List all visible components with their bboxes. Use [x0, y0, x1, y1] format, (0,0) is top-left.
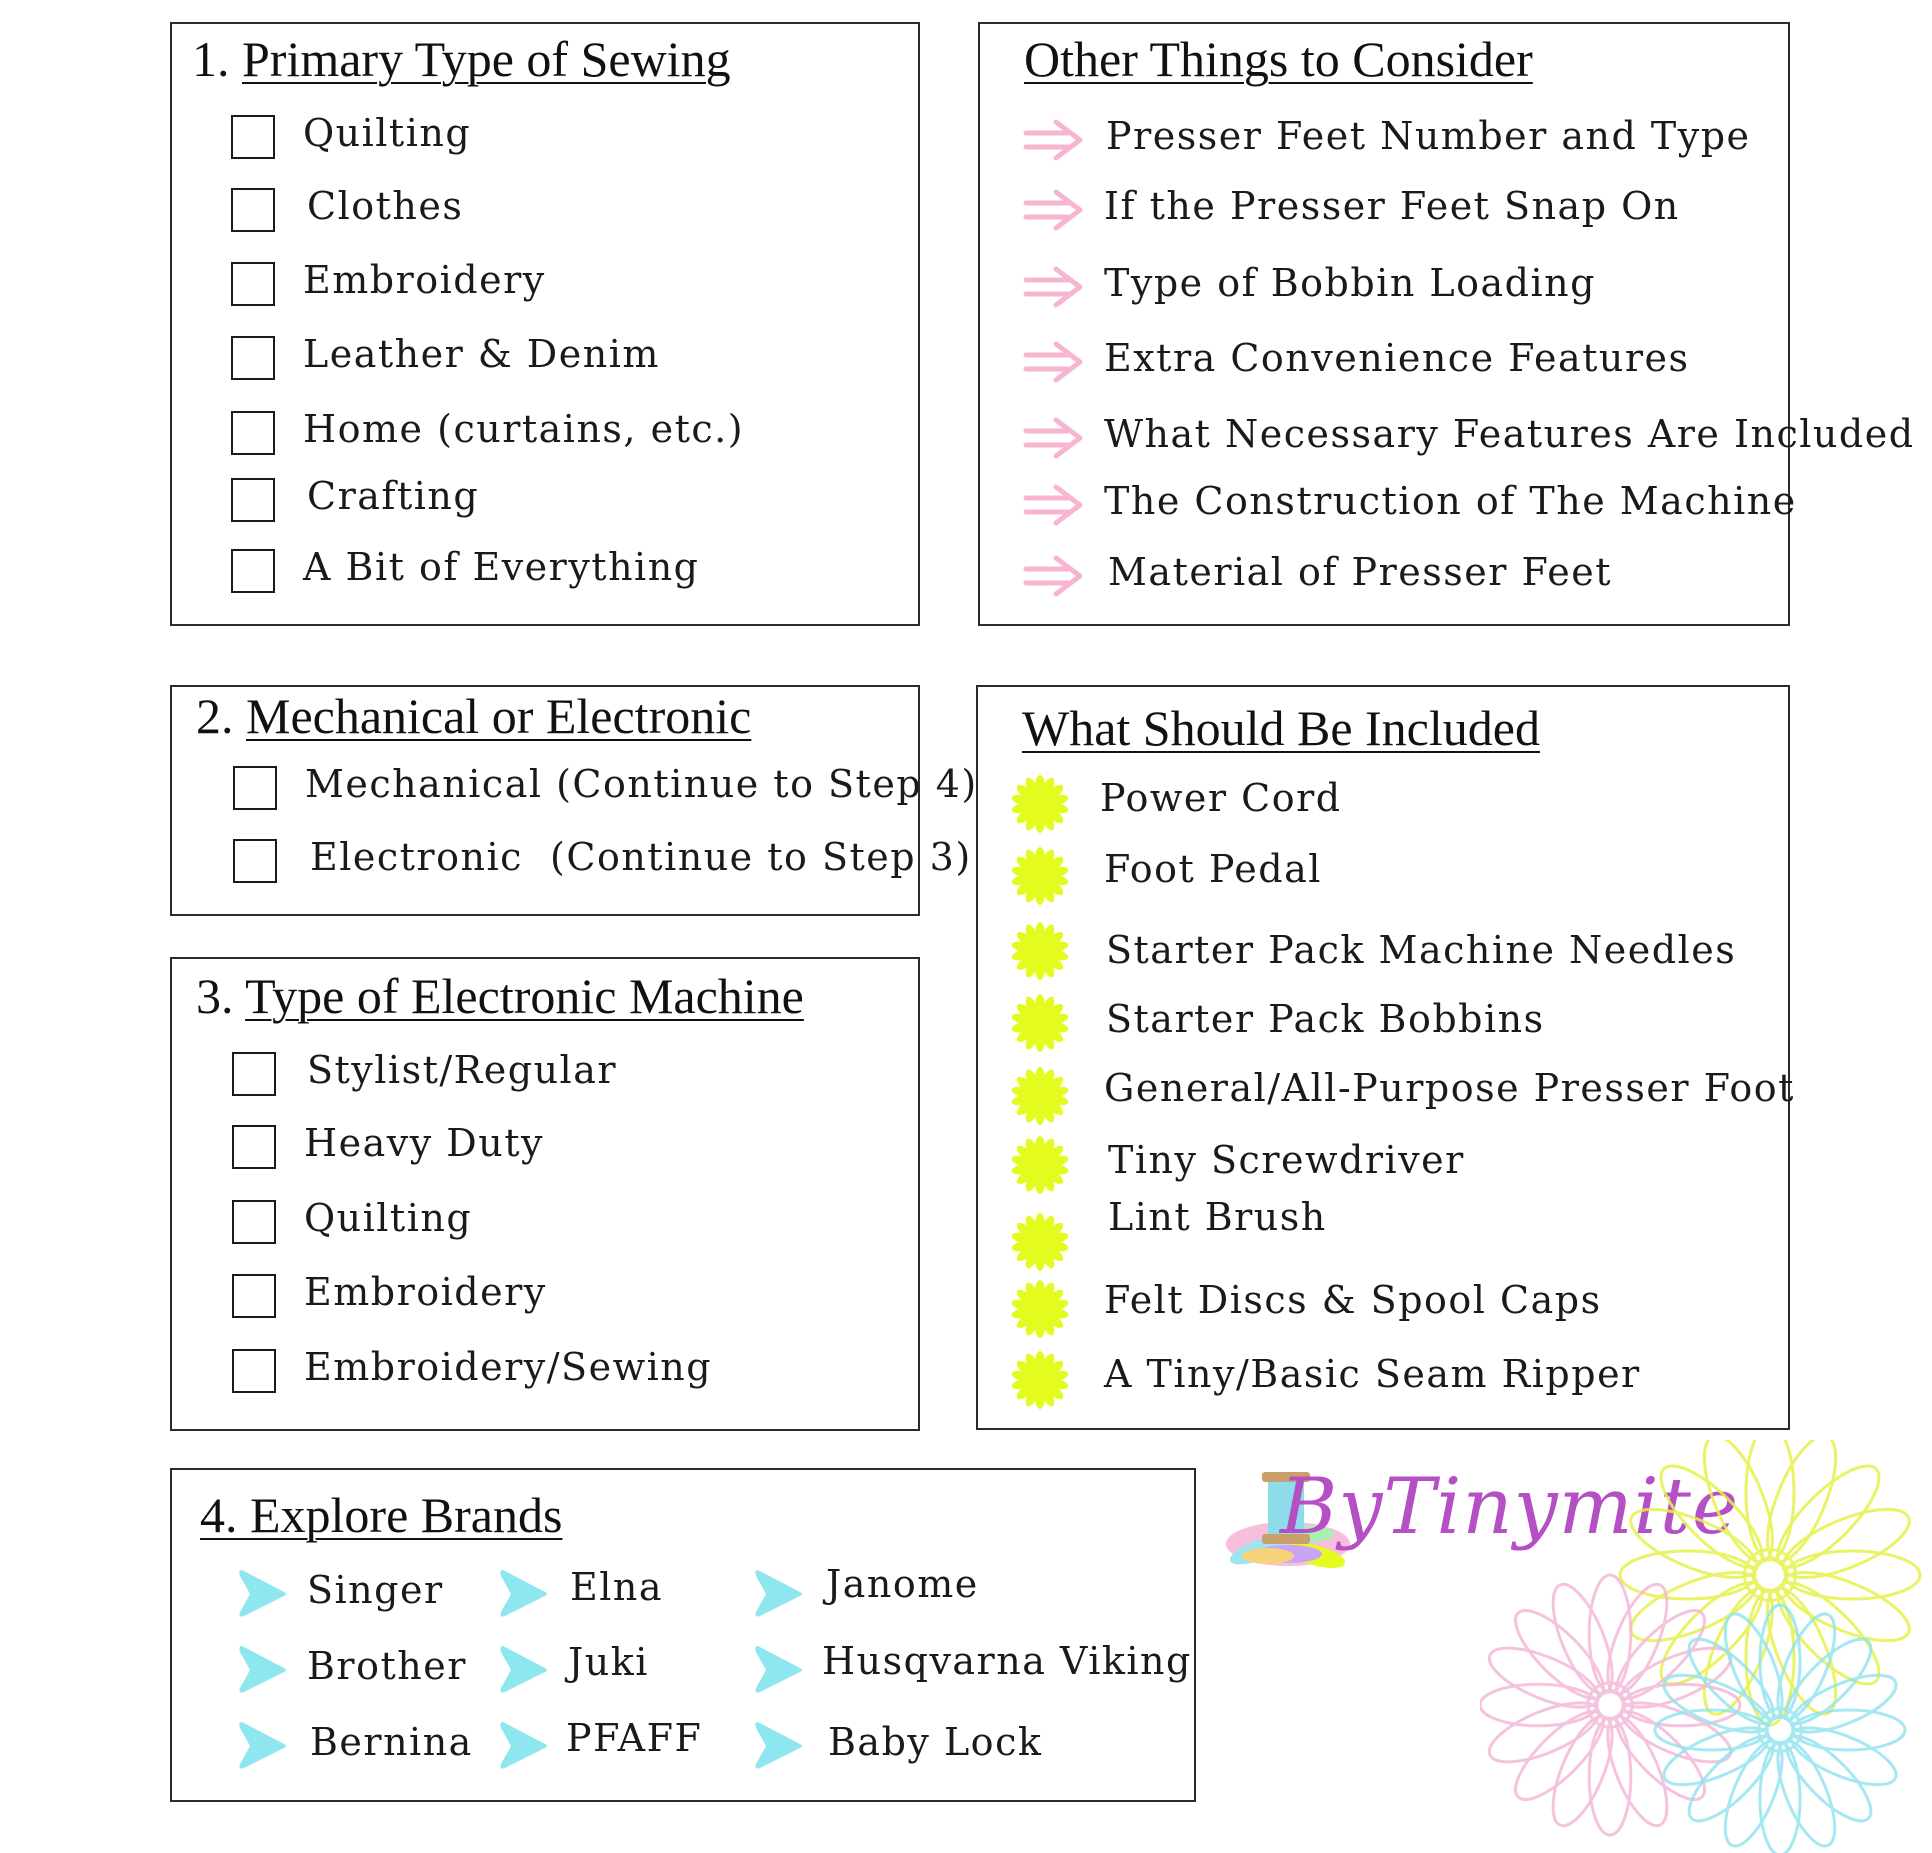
- consider-item-label: Material of Presser Feet: [1108, 550, 1613, 594]
- consider-item-label: Presser Feet Number and Type: [1106, 114, 1751, 158]
- electronic-checkbox[interactable]: [232, 1274, 276, 1318]
- mechanical-checkbox[interactable]: [233, 766, 277, 810]
- included-item-label: A Tiny/Basic Seam Ripper: [1104, 1352, 1641, 1396]
- pink-arrow-icon: [1022, 188, 1084, 232]
- consider-item-label: If the Presser Feet Snap On: [1104, 184, 1680, 228]
- primary-checkbox[interactable]: [231, 549, 275, 593]
- primary-sewing-number: 1.: [192, 31, 230, 87]
- daisy-icon: [1010, 1212, 1070, 1272]
- play-triangle-icon: [497, 1718, 549, 1774]
- included-item-label: General/All-Purpose Presser Foot: [1104, 1066, 1795, 1110]
- primary-checkbox[interactable]: [231, 115, 275, 159]
- brands-heading: 4. Explore Brands: [200, 1487, 563, 1543]
- primary-item-label: Quilting: [303, 111, 472, 155]
- play-triangle-icon: [752, 1718, 804, 1774]
- included-item-label: Tiny Screwdriver: [1108, 1138, 1465, 1182]
- primary-checkbox[interactable]: [231, 336, 275, 380]
- primary-checkbox[interactable]: [231, 188, 275, 232]
- included-item-label: Lint Brush: [1108, 1195, 1327, 1239]
- included-heading: What Should Be Included: [1022, 700, 1540, 756]
- play-triangle-icon: [752, 1566, 804, 1622]
- electronic-item-label: Quilting: [304, 1196, 473, 1240]
- electronic-checkbox[interactable]: [232, 1349, 276, 1393]
- pink-arrow-icon: [1022, 118, 1084, 162]
- primary-item-label: Home (curtains, etc.): [303, 407, 745, 451]
- electronic-title: [196, 967, 804, 1025]
- mechanical-item-label: Mechanical (Continue to Step 4): [305, 762, 978, 806]
- electronic-item-label: Heavy Duty: [304, 1121, 544, 1165]
- daisy-icon: [1010, 993, 1070, 1053]
- primary-item-label: Crafting: [307, 474, 480, 518]
- consider-item-label: The Construction of The Machine: [1104, 479, 1797, 523]
- electronic-checkbox[interactable]: [232, 1200, 276, 1244]
- pink-arrow-icon: [1022, 554, 1084, 598]
- brand-label[interactable]: Brother: [307, 1644, 467, 1688]
- play-triangle-icon: [752, 1642, 804, 1698]
- play-triangle-icon: [236, 1566, 288, 1622]
- brand-label[interactable]: Bernina: [310, 1720, 473, 1764]
- included-item-label: Starter Pack Machine Needles: [1106, 928, 1737, 972]
- brand-label[interactable]: Baby Lock: [828, 1720, 1043, 1764]
- brand-label[interactable]: Juki: [568, 1640, 649, 1684]
- consider-item-label: Type of Bobbin Loading: [1104, 261, 1596, 305]
- primary-item-label: A Bit of Everything: [303, 545, 700, 589]
- primary-checkbox[interactable]: [231, 262, 275, 306]
- pink-arrow-icon: [1022, 483, 1084, 527]
- included-item-label: Felt Discs & Spool Caps: [1104, 1278, 1602, 1322]
- play-triangle-icon: [497, 1566, 549, 1622]
- included-item-label: Foot Pedal: [1104, 847, 1322, 891]
- primary-checkbox[interactable]: [231, 478, 275, 522]
- electronic-heading: Type of Electronic Machine: [245, 968, 804, 1024]
- included-item-label: Starter Pack Bobbins: [1106, 997, 1545, 1041]
- consider-item-label: Extra Convenience Features: [1104, 336, 1690, 380]
- mechanical-number: 2.: [196, 688, 234, 744]
- electronic-checkbox[interactable]: [232, 1052, 276, 1096]
- pink-arrow-icon: [1022, 265, 1084, 309]
- play-triangle-icon: [236, 1642, 288, 1698]
- electronic-item-label: Stylist/Regular: [307, 1048, 618, 1092]
- brand-label[interactable]: Elna: [570, 1565, 664, 1609]
- primary-item-label: Leather & Denim: [303, 332, 660, 376]
- daisy-icon: [1010, 921, 1070, 981]
- pink-arrow-icon: [1022, 416, 1084, 460]
- mechanical-item-label: Electronic (Continue to Step 3): [310, 835, 972, 879]
- brand-label[interactable]: Husqvarna Viking: [822, 1639, 1192, 1683]
- pink-arrow-icon: [1022, 340, 1084, 384]
- daisy-icon: [1010, 846, 1070, 906]
- mechanical-heading: Mechanical or Electronic: [246, 688, 752, 744]
- mechanical-title: [196, 687, 751, 745]
- consider-heading: Other Things to Consider: [1024, 31, 1533, 87]
- primary-item-label: Embroidery: [303, 258, 546, 302]
- brand-label[interactable]: PFAFF: [566, 1716, 703, 1760]
- electronic-checkbox[interactable]: [232, 1125, 276, 1169]
- daisy-icon: [1010, 1350, 1070, 1410]
- daisy-icon: [1010, 1279, 1070, 1339]
- primary-item-label: Clothes: [307, 184, 464, 228]
- daisy-icon: [1010, 1066, 1070, 1126]
- daisy-icon: [1010, 774, 1070, 834]
- primary-checkbox[interactable]: [231, 411, 275, 455]
- electronic-item-label: Embroidery/Sewing: [304, 1345, 713, 1389]
- play-triangle-icon: [236, 1718, 288, 1774]
- mechanical-checkbox[interactable]: [233, 839, 277, 883]
- primary-sewing-heading: Primary Type of Sewing: [242, 31, 731, 87]
- consider-panel: [978, 22, 1790, 626]
- electronic-item-label: Embroidery: [304, 1270, 547, 1314]
- included-item-label: Power Cord: [1100, 776, 1342, 820]
- play-triangle-icon: [497, 1642, 549, 1698]
- logo-text: ByTinymite: [1280, 1462, 1740, 1552]
- electronic-number: 3.: [196, 968, 234, 1024]
- brands-title: [200, 1486, 562, 1544]
- included-title: [1022, 699, 1540, 757]
- consider-item-label: What Necessary Features Are Included: [1104, 412, 1915, 456]
- brand-label[interactable]: Singer: [307, 1568, 444, 1612]
- consider-title: [1024, 30, 1533, 88]
- primary-sewing-title: [192, 30, 731, 88]
- primary-sewing-panel: [170, 22, 920, 626]
- brand-label[interactable]: Janome: [826, 1562, 979, 1606]
- daisy-icon: [1010, 1135, 1070, 1195]
- decorative-daisies: [1480, 1440, 1932, 1853]
